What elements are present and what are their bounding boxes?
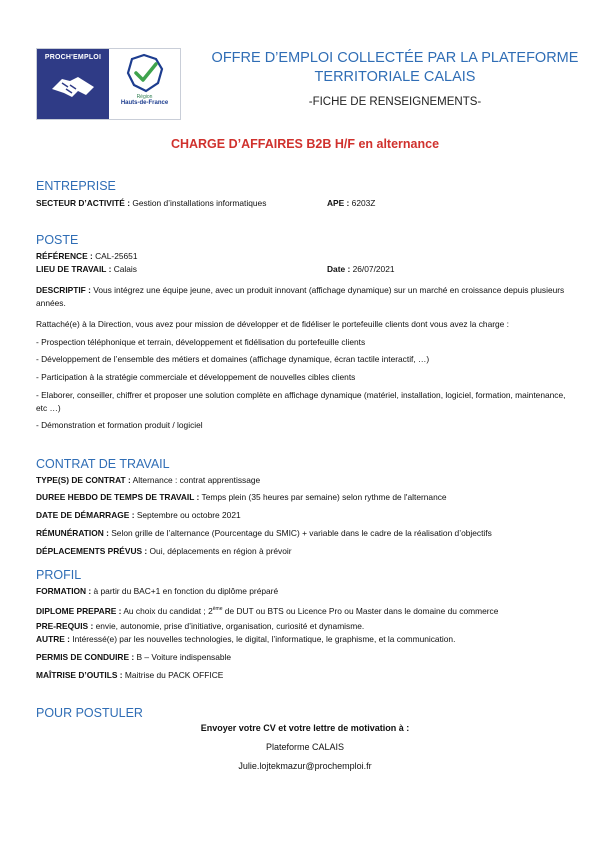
diplome-label: DIPLOME PREPARE : — [36, 605, 122, 616]
document-title — [208, 49, 582, 87]
section-poste-heading: POSTE — [36, 233, 79, 247]
duree-value: Temps plein (35 heures par semaine) selon rythme de l'alternance — [201, 492, 447, 502]
type-contrat-value: Alternance : contrat apprentissage — [132, 475, 261, 485]
remuneration — [36, 528, 492, 539]
formation-value: à partir du BAC+1 en fonction du diplôme préparé — [93, 586, 279, 596]
contact-email[interactable]: Julie.lojtekmazur@prochemploi.fr — [238, 761, 372, 771]
prerequis — [36, 621, 364, 632]
type-contrat — [36, 475, 260, 486]
postuler-instruction: Envoyer votre CV et votre lettre de motivation à : — [200, 723, 410, 733]
section-postuler-heading: POUR POSTULER — [36, 706, 143, 720]
duree-label: DUREE HEBDO DE TEMPS DE TRAVAIL : — [36, 492, 200, 502]
permis-value: B – Voiture indispensable — [136, 652, 232, 662]
secteur-label: SECTEUR D’ACTIVITÉ : — [36, 198, 130, 208]
reference-label: RÉFÉRENCE : — [36, 251, 93, 261]
document-title-line1: OFFRE D’EMPLOI COLLECTÉE PAR LA PLATEFORME — [211, 50, 579, 66]
lieu-de-travail — [36, 264, 137, 275]
demarrage-label: DATE DE DÉMARRAGE : — [36, 510, 135, 520]
secteur-activite — [36, 198, 266, 209]
platform-name: Plateforme CALAIS — [265, 742, 345, 752]
region-map-icon — [124, 53, 166, 93]
deplacements-value: Oui, déplacements en région à prévoir — [149, 546, 292, 556]
outils-value: Maitrise du PACK OFFICE — [124, 670, 224, 680]
deplacements-label: DÉPLACEMENTS PRÉVUS : — [36, 546, 148, 556]
lieu-label: LIEU DE TRAVAIL : — [36, 264, 112, 274]
permis — [36, 652, 231, 663]
mission-intro: Rattaché(e) à la Direction, vous avez pour mission de développer et de fidéliser le portefeuille clients dont vous avez la charge : — [36, 319, 509, 329]
lieu-value: Calais — [113, 264, 137, 274]
type-contrat-label: TYPE(S) DE CONTRAT : — [36, 475, 131, 485]
outils-label: MAÎTRISE D’OUTILS : — [36, 670, 123, 680]
diplome-value-a: Au choix du candidat ; 2 — [123, 605, 213, 616]
reference — [36, 251, 137, 262]
task-item: - Démonstration et formation produit / logiciel — [36, 420, 203, 430]
handshake-icon — [48, 69, 98, 101]
autre — [36, 634, 455, 645]
remuneration-value: Selon grille de l’alternance (Pourcentage du SMIC) + variable dans le cadre de la réalisation d’objectifs — [111, 528, 492, 538]
prochemploi-logo — [37, 49, 109, 119]
task-item: - Prospection téléphonique et terrain, développement et fidélisation du portefeuille clients — [36, 337, 366, 347]
section-profil-heading: PROFIL — [36, 568, 82, 582]
prereq-value: envie, autonomie, prise d’initiative, organisation, curiosité et dynamisme. — [95, 621, 365, 631]
prereq-label: PRE-REQUIS : — [36, 621, 94, 631]
region-logo — [109, 49, 180, 119]
secteur-value: Gestion d’installations informatiques — [132, 198, 267, 208]
diplome-value-b: de DUT ou BTS ou Licence Pro ou Master dans le domaine du commerce — [222, 605, 499, 616]
section-contrat-heading: CONTRAT DE TRAVAIL — [36, 457, 170, 471]
task-item: - Elaborer, conseiller, chiffrer et proposer une solution complète en affichage dynamique (matériel, installation, logiciel, formation, maintenance, etc …) — [36, 390, 566, 413]
diplome-superscript: ème — [212, 606, 223, 612]
duree-hebdo — [36, 492, 447, 503]
task-item: - Participation à la stratégie commerciale et développement de nouvelles cibles clients — [36, 372, 356, 382]
permis-label: PERMIS DE CONDUIRE : — [36, 652, 135, 662]
document-title-line2: TERRITORIALE CALAIS — [314, 69, 476, 85]
maitrise-outils — [36, 670, 223, 681]
descriptif-value: Vous intégrez une équipe jeune, avec un produit innovant (affichage dynamique) sur un marché en croissance depuis plusieurs années. — [36, 285, 565, 308]
date-demarrage — [36, 510, 241, 521]
reference-value: CAL-25651 — [95, 251, 138, 261]
task-item: - Développement de l’ensemble des métiers et domaines (affichage dynamique, écran tactile interactif, …) — [36, 354, 430, 364]
demarrage-value: Septembre ou octobre 2021 — [136, 510, 241, 520]
remuneration-label: RÉMUNÉRATION : — [36, 528, 109, 538]
ape-value: 6203Z — [351, 198, 376, 208]
section-entreprise-heading: ENTREPRISE — [36, 179, 116, 193]
logo-region-name: Hauts-de-France — [120, 100, 169, 106]
ape-code — [327, 198, 375, 209]
logo-brand-text: PROCH'EMPLOI — [44, 54, 102, 61]
formation — [36, 586, 278, 597]
descriptif — [36, 284, 572, 310]
formation-label: FORMATION : — [36, 586, 92, 596]
logo-region-label: Région — [136, 94, 153, 100]
ape-label: APE : — [327, 198, 350, 208]
document-subtitle: -FICHE DE RENSEIGNEMENTS- — [308, 96, 482, 108]
autre-value: Intéressé(e) par les nouvelles technologies, le digital, l’informatique, le graphisme, et la communication. — [72, 634, 456, 644]
deplacements — [36, 546, 292, 557]
autre-label: AUTRE : — [36, 634, 70, 644]
date — [327, 264, 395, 275]
descriptif-label: DESCRIPTIF : — [36, 285, 91, 295]
job-title: CHARGE D’AFFAIRES B2B H/F en alternance — [170, 137, 440, 151]
diplome — [36, 604, 498, 617]
logo — [36, 48, 181, 120]
date-label: Date : — [327, 264, 351, 274]
date-value: 26/07/2021 — [352, 264, 395, 274]
